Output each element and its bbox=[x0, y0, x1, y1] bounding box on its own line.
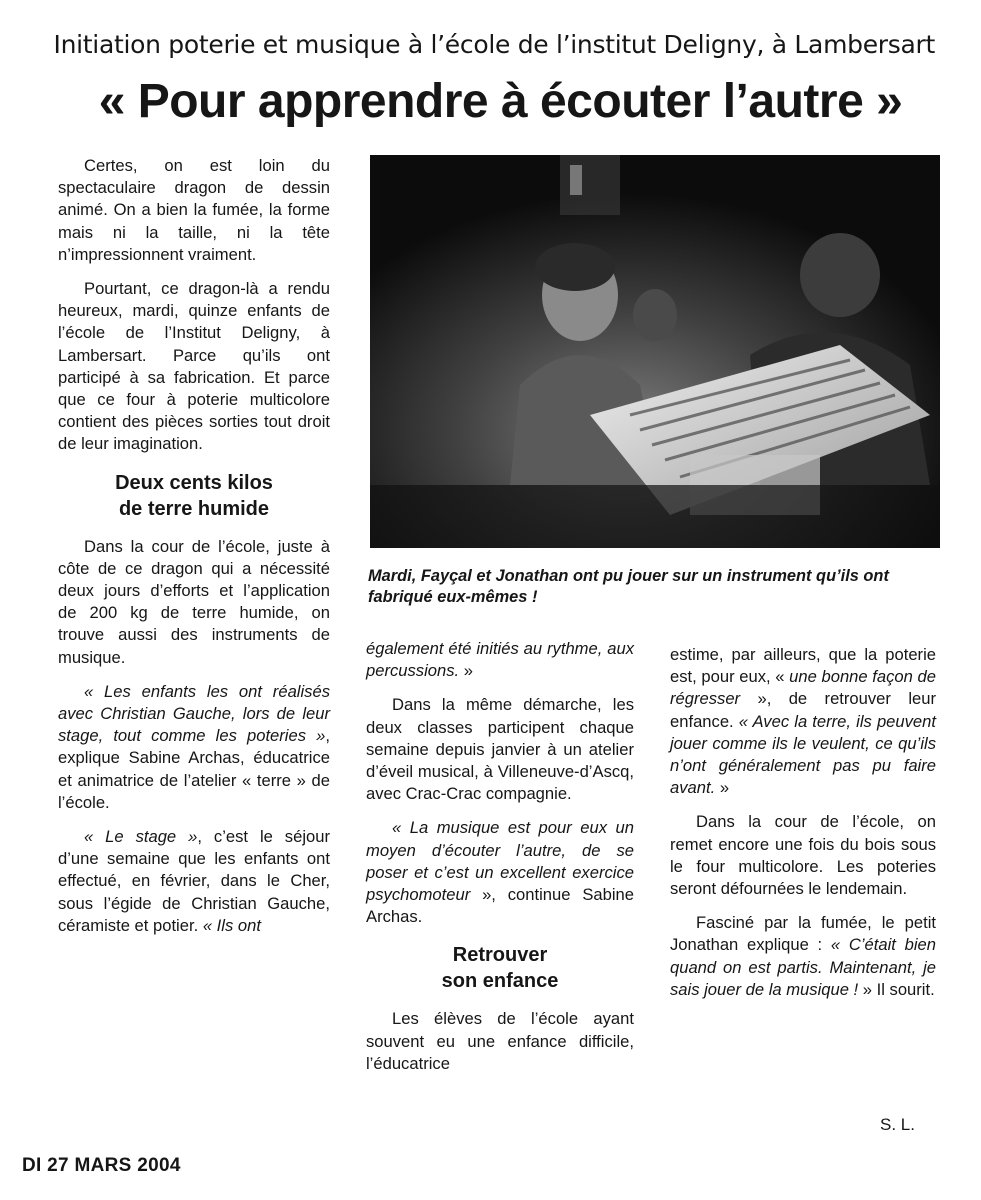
article-kicker: Initiation poterie et musique à l’école de l’institut Deligny, à Lambersart bbox=[53, 30, 935, 59]
paragraph bbox=[366, 638, 634, 682]
subheading-line: de terre humide bbox=[118, 497, 270, 520]
subheading-line: Deux cents kilos bbox=[115, 471, 273, 494]
subheading-retrouver-son-enfance bbox=[366, 942, 634, 994]
subheading-line: Retrouver bbox=[452, 944, 548, 967]
paragraph bbox=[58, 826, 330, 937]
quote: « Avec la terre, ils peuvent jouer comme ils le veulent, ce qu’ils n’ont généralement pas pu faire avant. bbox=[670, 711, 936, 798]
quote: une bonne façon de régresser bbox=[670, 667, 936, 709]
quote: « C’était bien quand on est partis. Maintenant, je sais jouer de la musique ! bbox=[670, 935, 936, 999]
article-headline: « Pour apprendre à écouter l’autre » bbox=[98, 75, 903, 128]
column-2 bbox=[366, 638, 634, 1087]
quote: également été initiés au rythme, aux percussions. bbox=[366, 639, 634, 681]
article-photo bbox=[370, 155, 940, 548]
photo-caption: Mardi, Fayçal et Jonathan ont pu jouer sur un instrument qu’ils ont fabriqué eux-mêmes ! bbox=[368, 567, 889, 606]
text: » bbox=[715, 778, 730, 798]
paragraph bbox=[366, 817, 634, 928]
subheading-deux-cents-kilos bbox=[58, 470, 330, 522]
quote: « Ils ont bbox=[202, 915, 261, 935]
text: » bbox=[459, 661, 473, 681]
text: » Il sourit. bbox=[858, 979, 935, 999]
paragraph: Certes, on est loin du spectaculaire dragon de dessin animé. On a bien la fumée, la forme mais ni la taille, ni la tête n’impressionnent vraiment. bbox=[58, 156, 330, 264]
paragraph: Dans la même démarche, les deux classes participent chaque semaine depuis janvier à un atelier d’éveil musical, à Villeneuve-d’Ascq, avec Crac-Crac compagnie. bbox=[366, 695, 634, 804]
text: », continue Sabine Archas. bbox=[366, 885, 634, 927]
paragraph: Dans la cour de l’école, on remet encore une fois du bois sous le four multicolore. Les poteries seront défournées le lendemain. bbox=[670, 812, 936, 899]
text: », de retrouver leur enfance. bbox=[670, 689, 936, 731]
text: , explique Sabine Archas, éducatrice et animatrice de l’atelier « terre » de l’école. bbox=[58, 726, 330, 812]
column-1 bbox=[58, 155, 330, 949]
paragraph: Les élèves de l’école ayant souvent eu une enfance difficile, l’éducatrice bbox=[366, 1009, 634, 1073]
text: estime, par ailleurs, que la poterie est, pour eux, « bbox=[670, 645, 936, 687]
paragraph: Dans la cour de l’école, juste à côte de ce dragon qui a nécessité deux jours d’efforts et l’application de 200 kg de terre humide, on trouve aussi des instruments de musique. bbox=[58, 536, 330, 667]
subheading-line: son enfance bbox=[441, 970, 559, 993]
photo-illustration bbox=[370, 155, 940, 548]
dateline: DI 27 MARS 2004 bbox=[22, 1155, 181, 1176]
quote: « Les enfants les ont réalisés avec Christian Gauche, lors de leur stage, tout comme les poteries » bbox=[58, 681, 330, 746]
paragraph bbox=[670, 644, 936, 799]
paragraph: Pourtant, ce dragon-là a rendu heureux, mardi, quinze enfants de l’école de l’Institut Deligny, à Lambersart. Parce qu’ils ont participé à sa fabrication. Et parce que ce four à poterie multicolore contient des pièces sorties tout droit de leur imagination. bbox=[58, 279, 330, 454]
text: Fasciné par la fumée, le petit Jonathan explique : bbox=[670, 913, 936, 955]
quote: « La musique est pour eux un moyen d’écouter l’autre, de se poser et c’est un excellent exercice psychomoteur bbox=[366, 818, 634, 905]
paragraph bbox=[670, 912, 936, 1001]
paragraph bbox=[58, 681, 330, 814]
text: , c’est le séjour d’une semaine que les enfants ont effectué, en février, dans le Cher, sous l’égide de Christian Gauche, céramiste et potier. bbox=[58, 827, 331, 935]
column-3 bbox=[670, 644, 936, 1013]
quote: « Le stage » bbox=[84, 827, 198, 847]
byline: S. L. bbox=[880, 1115, 915, 1134]
